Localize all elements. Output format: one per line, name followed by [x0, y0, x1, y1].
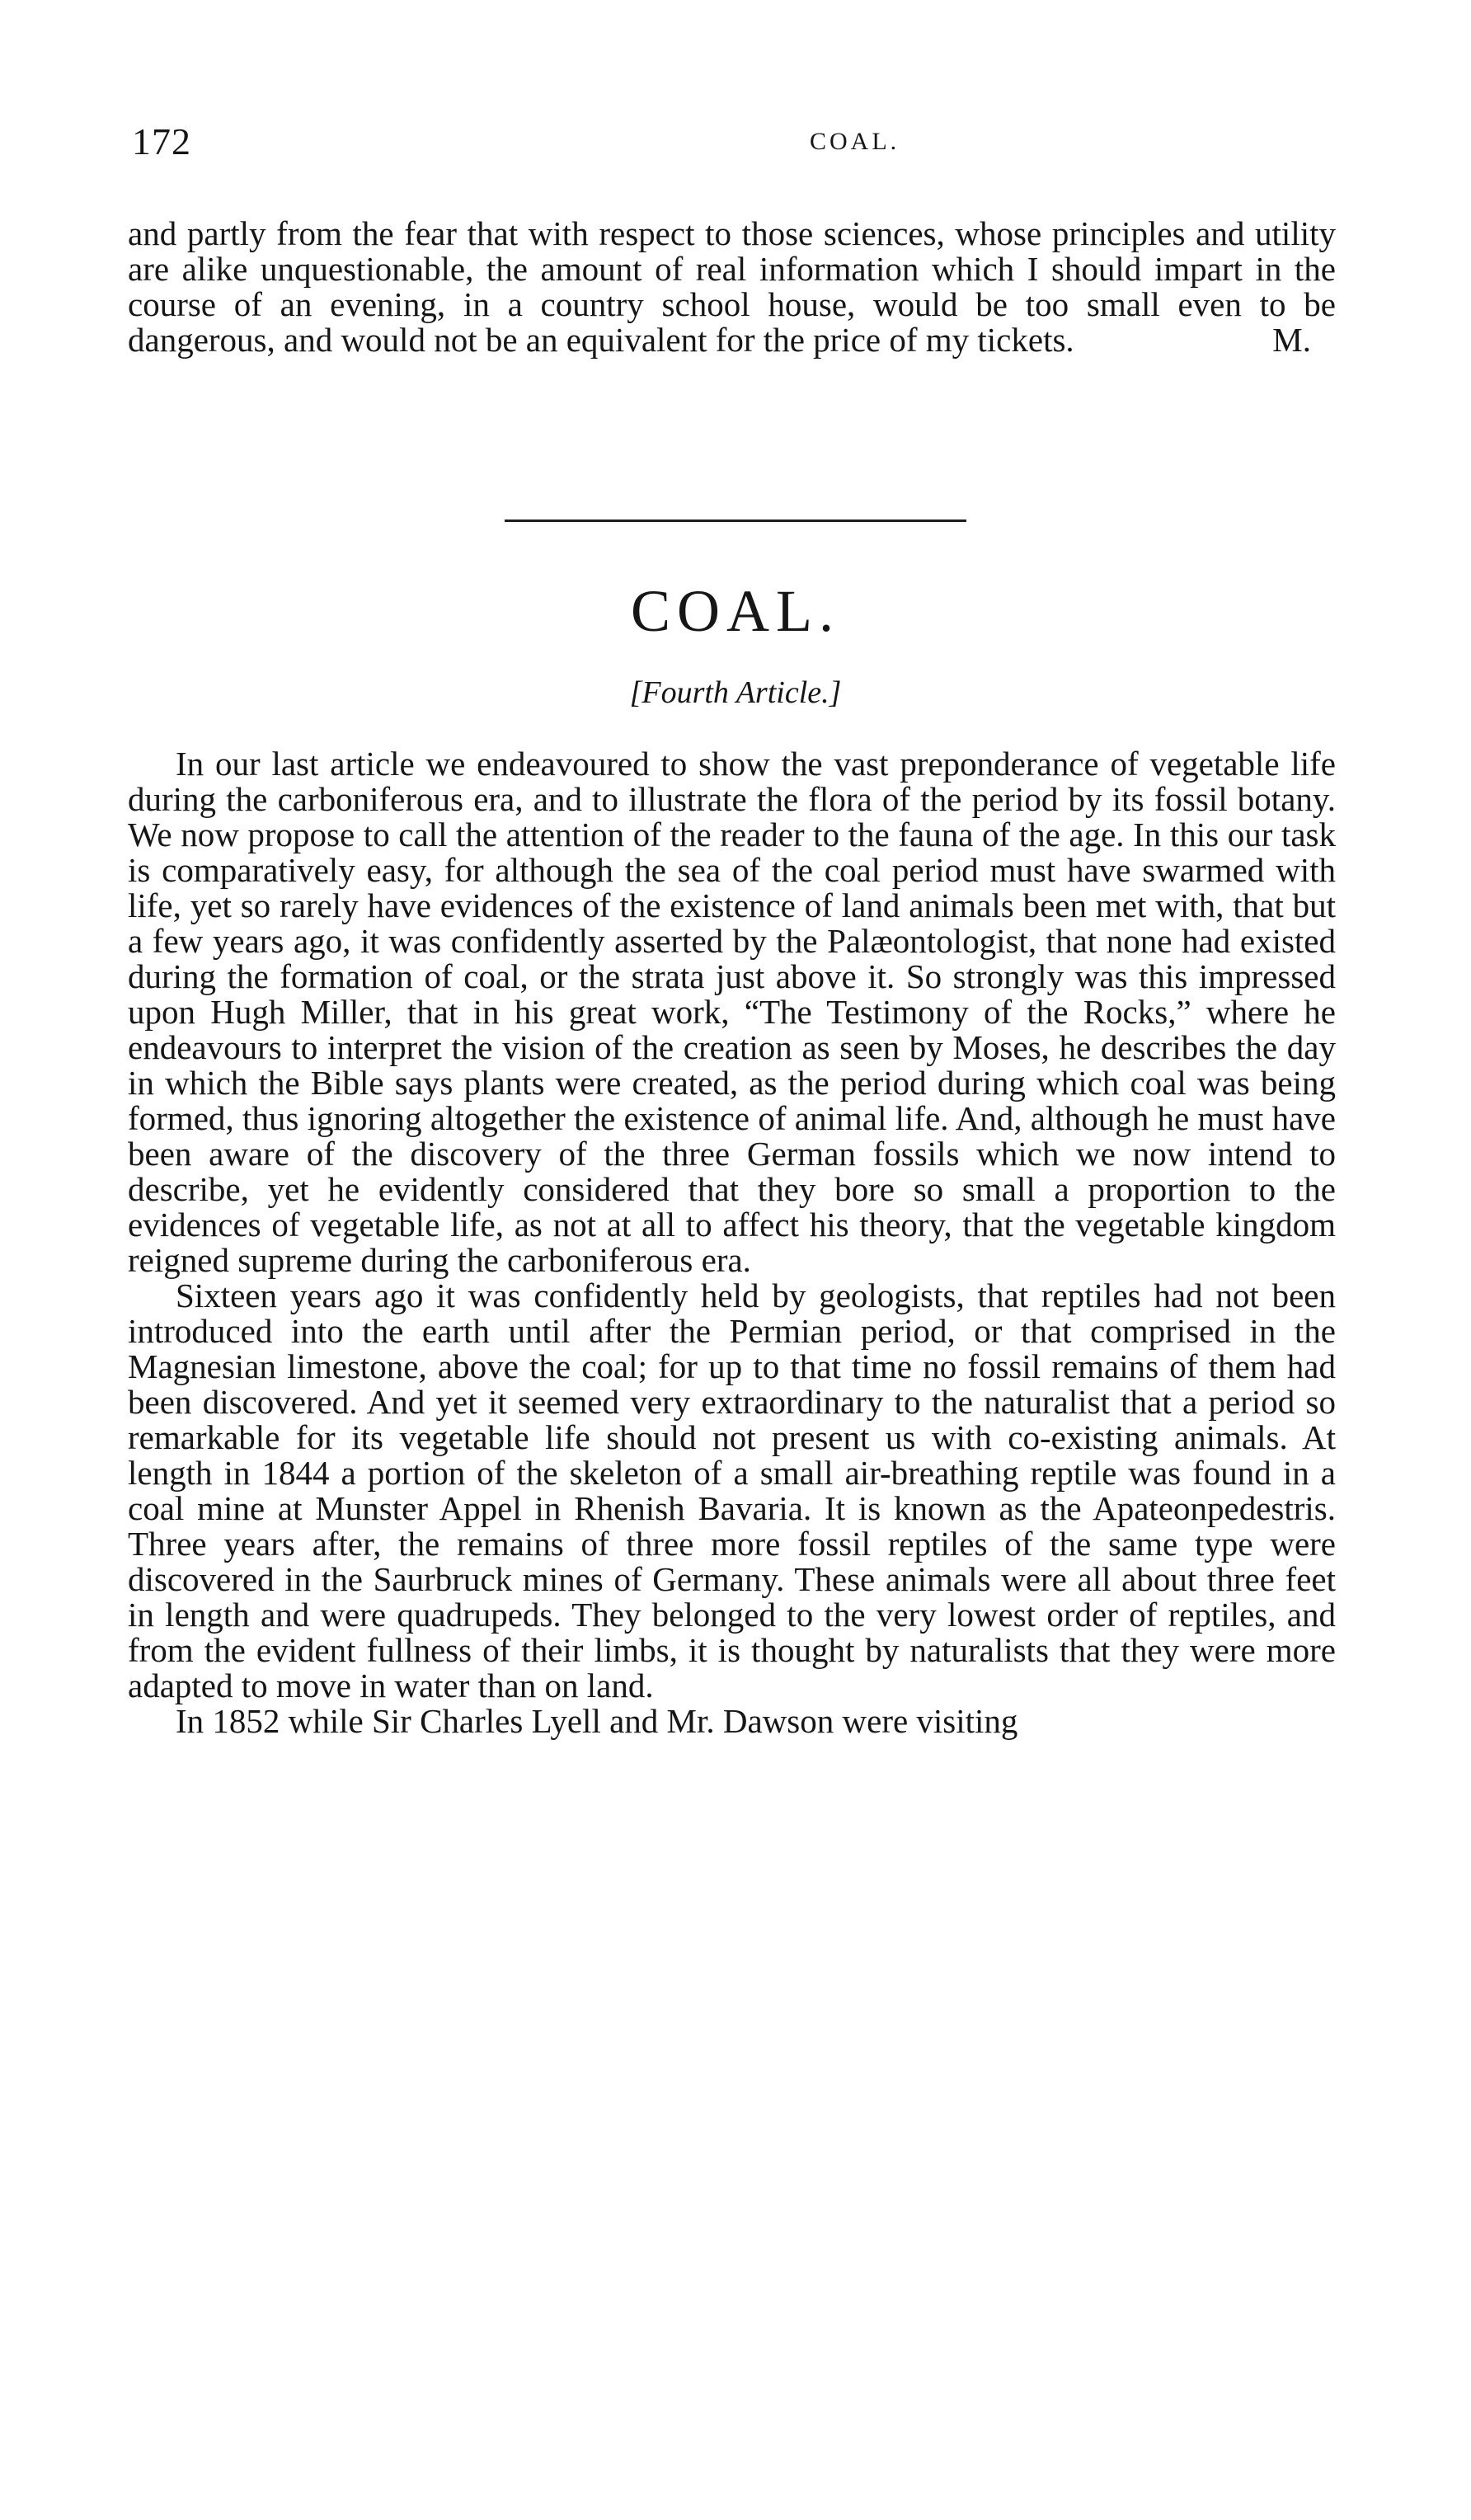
article-paragraph-2: Sixteen years ago it was confidently held by geologists, that reptiles had not been introduced into the earth until after the Permian period, or that comprised in the Magnesian limestone, above the coal; for up to that time no fossil remains of them had been discovered. And yet it seemed very extraordinary to the naturalist that a period so remarkable for its vegetable life should not present us with co-existing animals. At length in 1844 a portion of the skeleton of a small air-breathing reptile was found in a coal mine at Munster Appel in Rhenish Bavaria. It is known as the Apateonpedestris. Three years after, the remains of three more fossil reptiles of the same type were discovered in the Saurbruck mines of Germany. These animals were all about three feet in length and were quadrupeds. They belonged to the very lowest order of reptiles, and from the evident fullness of their limbs, it is thought by naturalists that they were more adapted to move in water than on land.: [128, 1276, 1336, 1704]
intro-paragraph: [128, 216, 1336, 358]
intro-paragraph-block: [128, 216, 1336, 358]
article-body: [128, 746, 1336, 1739]
intro-paragraph-text: and partly from the fear that with respect to those sciences, whose principles and utility are alike unquestionable, the amount of real information which I should impart in the course of an evening, in a country school house, would be too small even to be dangerous, and would not be an equivalent for the price of my tickets.: [128, 214, 1336, 359]
article-paragraph-1: In our last article we endeavoured to show the vast preponderance of vegetable life during the carboniferous era, and to illustrate the flora of the period by its fossil botany. We now propose to call the attention of the reader to the fauna of the age. In this our task is comparatively easy, for although the sea of the coal period must have swarmed with life, yet so rarely have evidences of the existence of land animals been met with, that but a few years ago, it was confidently asserted by the Palæontologist, that none had existed during the formation of coal, or the strata just above it. So strongly was this impressed upon Hugh Miller, that in his great work, “The Testimony of the Rocks,” where he endeavours to interpret the vision of the creation as seen by Moses, he describes the day in which the Bible says plants were created, as the period during which coal was being formed, thus ignoring altogether the existence of animal life. And, although he must have been aware of the discovery of the three German fossils which we now intend to describe, yet he evidently considered that they bore so small a proportion to the evidences of vegetable life, as not at all to affect his theory, that the vegetable kingdom reigned supreme during the carboniferous era.: [128, 745, 1336, 1279]
running-head: [124, 120, 1361, 169]
article-subtitle: [Fourth Article.]: [629, 675, 842, 710]
page-number: 172: [132, 120, 191, 162]
running-title: COAL.: [810, 128, 900, 155]
intro-signature: M.: [1272, 321, 1311, 359]
article-paragraph-3: In 1852 while Sir Charles Lyell and Mr. Dawson were visiting: [176, 1702, 1018, 1740]
article-title: COAL.: [631, 578, 840, 644]
section-divider: [505, 520, 966, 522]
